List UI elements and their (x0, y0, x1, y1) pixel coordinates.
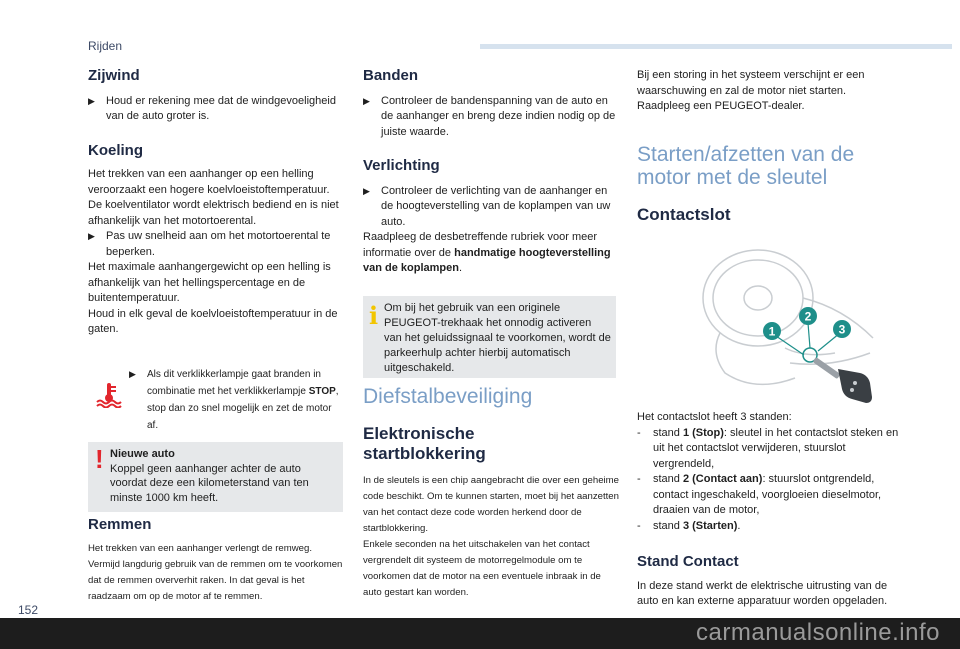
paragraph: De koelventilator wordt elektrisch bediend en is niet afhankelijk van het motortoerental. (88, 199, 339, 227)
paragraph: Enkele seconden na het uitschakelen van het contact vergrendelt dit systeem de motorregelmodule om te voorkomen dat de motor na een eventuele inbraak in de auto gestart kan worden. (363, 539, 601, 598)
list-item: - stand 2 (Contact aan): stuurslot ontgrendeld, contact ingeschakeld, voorgloeien dieselmotor, draaien van de motor, (637, 473, 882, 516)
section-title-stand-contact: Stand Contact (637, 553, 739, 570)
bullet-item (88, 94, 343, 125)
triangle-bullet-icon: ▶ (363, 185, 370, 196)
paragraph: In deze stand werkt de elektrische uitrusting van de auto en kan externe apparatuur worden opgeladen. (637, 579, 888, 607)
section-title-diefstal: Diefstalbeveiliging (363, 385, 533, 408)
footer-watermark: carmanualsonline.info (696, 619, 940, 646)
header-section-label: Rijden (88, 39, 123, 53)
column-2 (363, 68, 618, 277)
paragraph: Houd in elk geval de koelvloeistoftemperatuur in de gaten. (88, 307, 338, 335)
alert-title: Nieuwe auto (110, 448, 175, 460)
bullet-item (363, 184, 618, 231)
info-text: Om bij het gebruik van een originele PEUGEOT-trekhaak het onnodig activeren van het geluidssignaal te voorkomen, wordt de parkeerhulp achter hierbij automatisch uitgeschakeld. (384, 302, 611, 374)
bullet-item (363, 94, 618, 141)
section-title-zijwind: Zijwind (88, 67, 140, 84)
coolant-temperature-warning-icon (96, 382, 122, 413)
section-title-starten: Starten/afzetten van de motor met de sleutel (637, 142, 855, 189)
subsection-title: Elektronische startblokkering (363, 424, 486, 463)
section-title-contactslot: Contactslot (637, 204, 731, 224)
figure-label-1-text: 1 (768, 324, 776, 339)
warning-text: Als dit verklikkerlampje gaat branden in combinatie met het verklikkerlampje STOP, stop dan zo snel mogelijk en zet de motor af. (147, 369, 339, 431)
paragraph: Het trekken van een aanhanger verlengt de remweg. Vermijd langdurig gebruik van de remmen om te voorkomen dat de remmen oververhit raken. In dat geval is het raadzaam om op de motor af te remmen. (88, 542, 343, 602)
triangle-bullet-icon: ▶ (129, 369, 136, 379)
figure-label-3-text: 3 (838, 322, 846, 337)
triangle-bullet-icon: ▶ (88, 231, 95, 241)
ignition-switch-illustration (690, 243, 890, 413)
header-bar (480, 44, 952, 49)
alert-box (88, 442, 343, 512)
bullet-text: Controleer de bandenspanning van de auto en de aanhanger en breng deze indien nodig op de juiste waarde. (381, 94, 616, 138)
exclamation-icon: ! (95, 444, 104, 474)
list-item: - stand 1 (Stop): sleutel in het contactslot steken en uit het contactslot verwijderen, stuurslot vergrendeld, (637, 426, 899, 470)
list-item: - stand 3 (Starten). (637, 519, 741, 532)
footer-bar (0, 618, 960, 649)
figure-label-2-text: 2 (804, 309, 812, 324)
section-title-remmen: Remmen (88, 516, 152, 533)
paragraph: Het contactslot heeft 3 standen: (637, 411, 792, 423)
page-number: 152 (18, 603, 39, 617)
section-title-verlichting: Verlichting (363, 157, 440, 174)
section-title-koeling: Koeling (88, 141, 143, 159)
paragraph: Het maximale aanhangergewicht op een helling is afhankelijk van het hellingspercentage en de buitentemperatuur. (88, 261, 331, 304)
paragraph: In de sleutels is een chip aangebracht die over een geheime code beschikt. Om te kunnen starten, moet bij het aanzetten van het contact deze code worden herkend door de startblokkering. (363, 475, 620, 534)
paragraph: Raadpleeg de desbetreffende rubriek voor meer informatie over de handmatige hoogteverstelling van de koplampen. (363, 231, 611, 274)
bullet-text: Houd er rekening mee dat de windgevoeligheid van de auto groter is. (106, 94, 336, 122)
info-box (363, 296, 616, 378)
info-icon: i (369, 301, 379, 330)
bullet-item (88, 229, 343, 260)
warning-note (129, 366, 344, 434)
paragraph: Het trekken van een aanhanger op een helling veroorzaakt een hogere koelvloeistoftemperatuur. (88, 168, 330, 196)
standen-section (637, 410, 899, 610)
column-1 (88, 68, 343, 338)
remmen-section (88, 517, 343, 605)
column-3 (637, 68, 895, 225)
triangle-bullet-icon: ▶ (88, 95, 95, 106)
diefstal-section (363, 385, 621, 601)
alert-text: Koppel geen aanhanger achter de auto voordat deze een kilometerstand van ten minste 1000 km heeft. (110, 462, 309, 504)
triangle-bullet-icon: ▶ (363, 95, 370, 106)
bullet-text: Pas uw snelheid aan om het motortoerental te beperken. (106, 230, 331, 258)
paragraph: Bij een storing in het systeem verschijnt er een waarschuwing en zal de motor niet starten. Raadpleeg een PEUGEOT-dealer. (637, 69, 865, 112)
section-title-banden: Banden (363, 67, 419, 84)
bullet-text: Controleer de verlichting van de aanhanger en de hoogteverstelling van de koplampen van uw auto. (381, 184, 611, 228)
